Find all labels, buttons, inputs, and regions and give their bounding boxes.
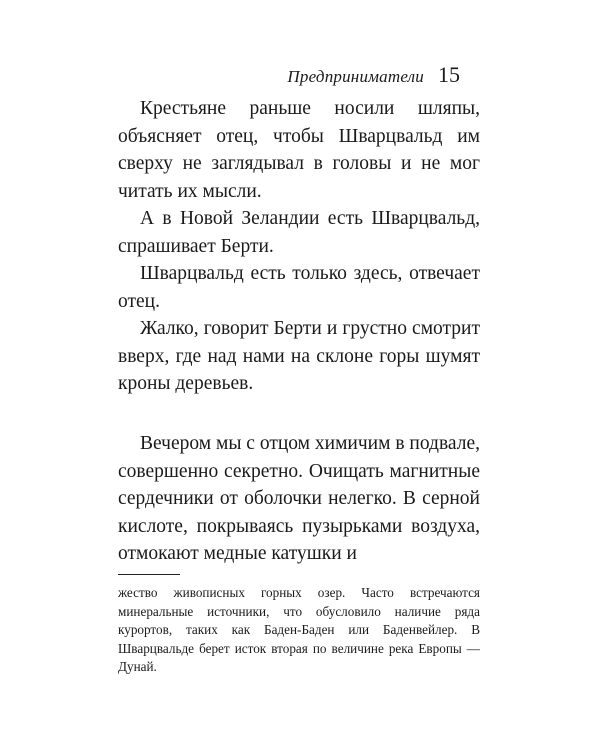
running-title: Предприниматели (287, 67, 424, 86)
paragraph-2 (118, 205, 480, 260)
footnote-text: жество живописных горных озер. Часто встречаются минеральные источники, что обусловило наличие ряда курортов, таких как Баден-Баден или Баденвейлер. В Шварцвальде берет исток вторая по величине река Европы — Дунай. (118, 585, 480, 674)
paragraph-4 (118, 315, 480, 398)
footnote-divider (118, 574, 180, 575)
running-head (287, 62, 460, 88)
paragraph-5 (118, 430, 480, 568)
paragraph-text: Вечером мы с отцом химичим в подвале, совершенно секретно. Очищать магнитные сердечники от оболочки нелегко. В серной кислоте, покрываясь пузырьками воздуха, отмокают медные катушки и (118, 433, 480, 564)
paragraph-1 (118, 95, 480, 205)
paragraph-text: Шварцвальд есть только здесь, отвечает отец. (118, 263, 480, 312)
paragraph-text: Жалко, говорит Берти и грустно смотрит вверх, где над нами на склоне горы шумят кроны деревьев. (118, 318, 480, 394)
paragraph-text: А в Новой Зеландии есть Шварцвальд, спрашивает Берти. (118, 208, 480, 257)
page-number: 15 (438, 62, 460, 87)
paragraph-text: Крестьяне раньше носили шляпы, объясняет отец, чтобы Шварцвальд им сверху не заглядывал в головы и не мог читать их мысли. (118, 98, 480, 202)
paragraph-3 (118, 260, 480, 315)
